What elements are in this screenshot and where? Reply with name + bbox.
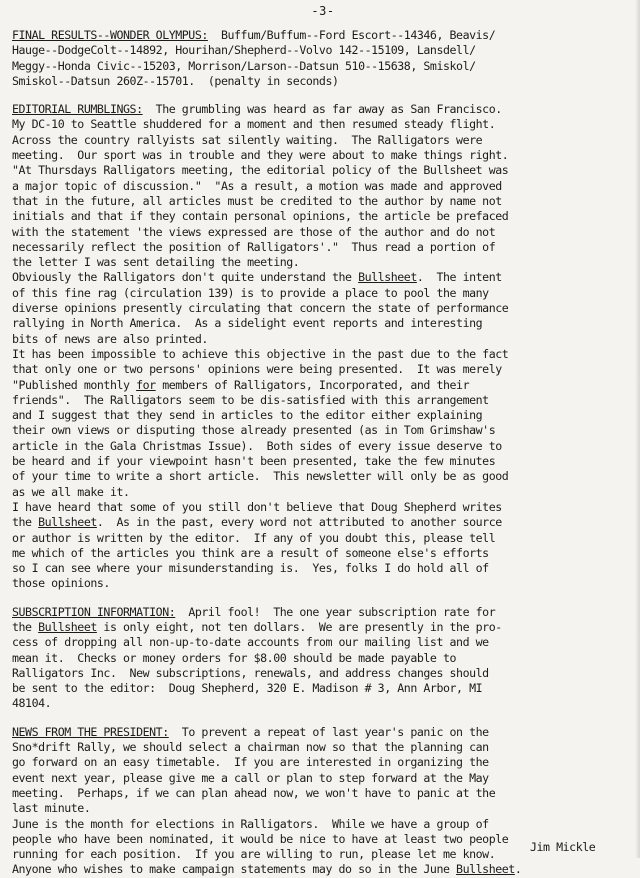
text-run: It has been impossible to achieve this objective in the past due to the fact that only one or two persons' opinions were being presented. It was merely "Published monthly [12, 346, 509, 392]
section-heading: FINAL RESULTS--WONDER OLYMPUS: [12, 28, 208, 42]
text-run: . As in the past, every word not attributed to another source or author is written by the editor. If any of you doubt this, please tell me which of the articles you think are a result of someone else's efforts so I can see where your misunderstanding is. Yes, folks I do hold all of those opinions. [12, 515, 502, 591]
article-sections [12, 28, 634, 878]
underlined-title: Bullsheet [38, 515, 97, 530]
text-run: To prevent a repeat of last year's panic on the Sno*drift Rally, we should select a chairman now so that the planning can go forward on an easy timetable. If you are interested in organizing the event next year, please give me a call or plan to step forward at the May meeting. Perhaps, if we can plan ahead now, we won't have to panic at the last minute. [12, 724, 496, 816]
section-final-results [12, 28, 634, 89]
section-heading: EDITORIAL RUMBLINGS: [12, 102, 143, 117]
section-heading: NEWS FROM THE PRESIDENT: [12, 724, 169, 739]
paragraph [12, 500, 634, 592]
author-signature: Jim Mickle [530, 840, 596, 854]
page-edge-shadow [635, 0, 640, 858]
paragraph [12, 270, 634, 346]
text-run: is only eight, not ten dollars. We are presently in the pro- cess of dropping all non-up-to-date accounts from our mailing list and we mean it. Checks or money orders for $8.00 should be made payable to Ralligators Inc. New subscriptions, renewals, and address changes should be sent to the editor: Doug Shepherd, 320 E. Madison # 3, Ann Arbor, MI 48104. [12, 619, 502, 711]
text-run: . The intent of this fine rag (circulation 139) is to provide a place to pool the many diverse opinions presently circulating that concern the state of performance rallying in North America. As a sidelight event reports and interesting bits of news are also printed. [12, 270, 509, 346]
text-run: June is the month for elections in Ralligators. While we have a group of people who have been nominated, it would be nice to have at least two people running for each position. If you are willing to run, please let me know. Anyone who wishes to make campaign statements may do so in the June [12, 816, 509, 877]
paragraph [12, 102, 634, 270]
text-run: I have heard that some of you still don't believe that Doug Shepherd writes the [12, 499, 502, 530]
page-number: -3- [311, 4, 335, 18]
paragraph [12, 725, 634, 817]
paragraph [12, 605, 634, 712]
section-heading: SUBSCRIPTION INFORMATION: [12, 604, 176, 619]
text-run: Buffum/Buffum--Ford Escort--14346, Beavis/ Hauge--DodgeColt--14892, Hourihan/Shepherd--Volvo 142--15109, Lansdell/ Meggy--Honda Civic--15203, Morrison/Larson--Datsun 510--15638, Smiskol/ Smiskol--Datsun 260Z--15701. (penalty in seconds) [12, 28, 496, 88]
text-run: April fool! The one year subscription rate for the [12, 604, 496, 634]
paragraph [12, 28, 634, 89]
underlined-title: Bullsheet [38, 619, 97, 634]
section-editorial-rumblings [12, 102, 634, 592]
text-run: . [514, 862, 522, 877]
underlined-title: Bullsheet [456, 862, 515, 877]
underlined-title: Bullsheet [358, 270, 417, 285]
section-subscription-information [12, 605, 634, 712]
text-run: members of Ralligators, Incorporated, and their friends". The Ralligators seem to be dis-satisfied with this arrangement and I suggest that they send in articles to the editor either explaining their own views or disputing those already presented (as in Tom Grimshaw's article in the Gala Christmas Issue). Both sides of every issue deserve to be heard and if your viewpoint hasn't been presented, take the few minutes of your time to write a short article. This newsletter will only be as good as we all make it. [12, 377, 509, 499]
text-run: Obviously the Ralligators don't quite understand the [12, 270, 359, 285]
section-news-from-the-president [12, 725, 634, 878]
paragraph [12, 347, 634, 500]
text-run: The grumbling was heard as far away as San Francisco. My DC-10 to Seattle shuddered for a moment and then resumed steady flight. Across the country rallyists sat silently waiting. The Ralligators were meeting. Our sport was in trouble and they were about to make things right. "At Thursdays Ralligators meeting, the editorial policy of the Bullsheet was a major topic of discussion." "As a result, a motion was made and approved that in the future, all articles must be credited to the author by name not initials and that if they contain personal opinions, the article be prefaced with the statement 'the views expressed are those of the author and do not necessarily reflect the position of Ralligators'." Thus read a portion of the letter I was sent detailing the meeting. [12, 102, 509, 270]
underlined-title: for [136, 377, 156, 392]
